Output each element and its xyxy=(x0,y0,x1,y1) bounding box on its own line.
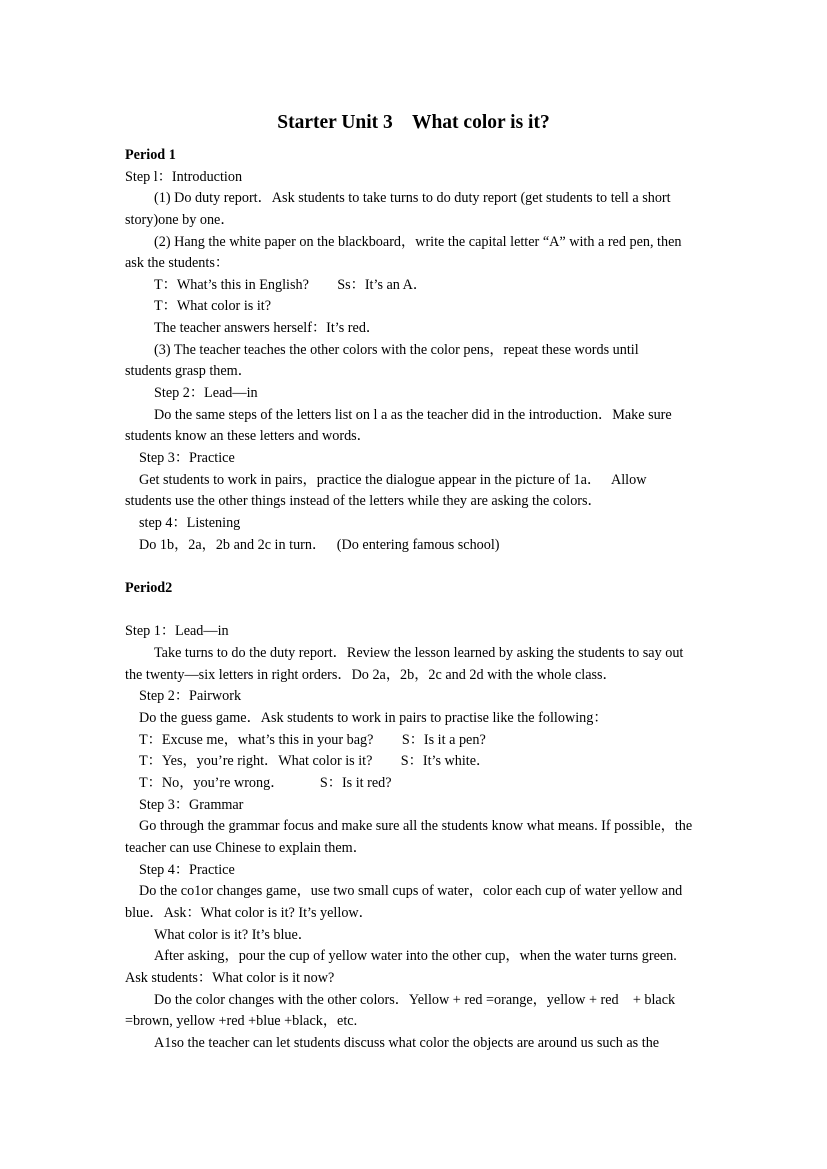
paragraph-line: students use the other things instead of the letters while they are asking the colors． xyxy=(125,493,602,509)
paragraph-line: The teacher answers herself：It’s red． xyxy=(154,320,381,336)
dialogue-line: T：What’s this in English? Ss：It’s an A． xyxy=(154,277,428,293)
dialogue-line: T：What color is it? xyxy=(154,298,272,314)
dialogue-line: T：No，you’re wrong． S：Is it red? xyxy=(139,775,392,791)
step-heading: Step 2：Lead—in xyxy=(154,385,258,401)
paragraph-line: Do 1b，2a，2b and 2c in turn． (Do entering famous school) xyxy=(139,537,500,553)
paragraph-line: the twenty—six letters in right orders．Do 2a，2b，2c and 2d with the whole class． xyxy=(125,667,617,683)
paragraph-line: story)one by one． xyxy=(125,212,235,228)
paragraph-line: teacher can use Chinese to explain them． xyxy=(125,840,367,856)
paragraph-line: Take turns to do the duty report．Review the lesson learned by asking the students to say out xyxy=(154,645,684,661)
paragraph-line: students know an these letters and words． xyxy=(125,428,371,444)
paragraph-line: A1so the teacher can let students discuss what color the objects are around us such as the xyxy=(154,1035,660,1051)
paragraph-line: (1) Do duty report．Ask students to take turns to do duty report (get students to tell a short xyxy=(154,190,671,206)
step-heading: Step 4：Practice xyxy=(139,862,235,878)
paragraph-line: students grasp them． xyxy=(125,363,252,379)
paragraph-line: After asking，pour the cup of yellow water into the other cup，when the water turns green. xyxy=(154,948,677,964)
dialogue-line: T：Yes，you’re right．What color is it? S：It’s white． xyxy=(139,753,491,769)
paragraph-line: blue．Ask：What color is it? It’s yellow． xyxy=(125,905,373,921)
paragraph-line: (2) Hang the white paper on the blackboard，write the capital letter “A” with a red pen, then xyxy=(154,234,682,250)
dialogue-line: T：Excuse me，what’s this in your bag? S：Is it a pen? xyxy=(139,732,486,748)
step-heading: Step 2：Pairwork xyxy=(139,688,242,704)
paragraph-line: ask the students： xyxy=(125,255,230,271)
paragraph-line: =brown, yellow +red +blue +black，etc. xyxy=(125,1013,358,1029)
paragraph-line: Go through the grammar focus and make sure all the students know what means. If possible，the xyxy=(139,818,693,834)
paragraph-line: Ask students：What color is it now? xyxy=(125,970,335,986)
period-1-heading: Period 1 xyxy=(125,147,176,163)
paragraph-line: Get students to work in pairs，practice the dialogue appear in the picture of 1a． Allow xyxy=(139,472,647,488)
document-title: Starter Unit 3 What color is it? xyxy=(277,112,550,133)
step-heading: Step 3：Practice xyxy=(139,450,235,466)
period-2-heading: Period2 xyxy=(125,580,173,596)
step-heading: step 4：Listening xyxy=(139,515,241,531)
paragraph-line: Do the color changes with the other colors．Yellow + red =orange，yellow + red + black xyxy=(154,992,676,1008)
paragraph-line: Step l：Introduction xyxy=(125,169,243,185)
paragraph-line: Do the co1or changes game，use two small cups of water，color each cup of water yellow and xyxy=(139,883,683,899)
step-heading: Step 1：Lead—in xyxy=(125,623,229,639)
step-heading: Step 3：Grammar xyxy=(139,797,244,813)
paragraph-line: What color is it? It’s blue． xyxy=(154,927,312,943)
paragraph-line: (3) The teacher teaches the other colors with the color pens，repeat these words until xyxy=(154,342,639,358)
paragraph-line: Do the same steps of the letters list on l a as the teacher did in the introduction．Make sure xyxy=(154,407,672,423)
paragraph-line: Do the guess game．Ask students to work in pairs to practise like the following： xyxy=(139,710,608,726)
